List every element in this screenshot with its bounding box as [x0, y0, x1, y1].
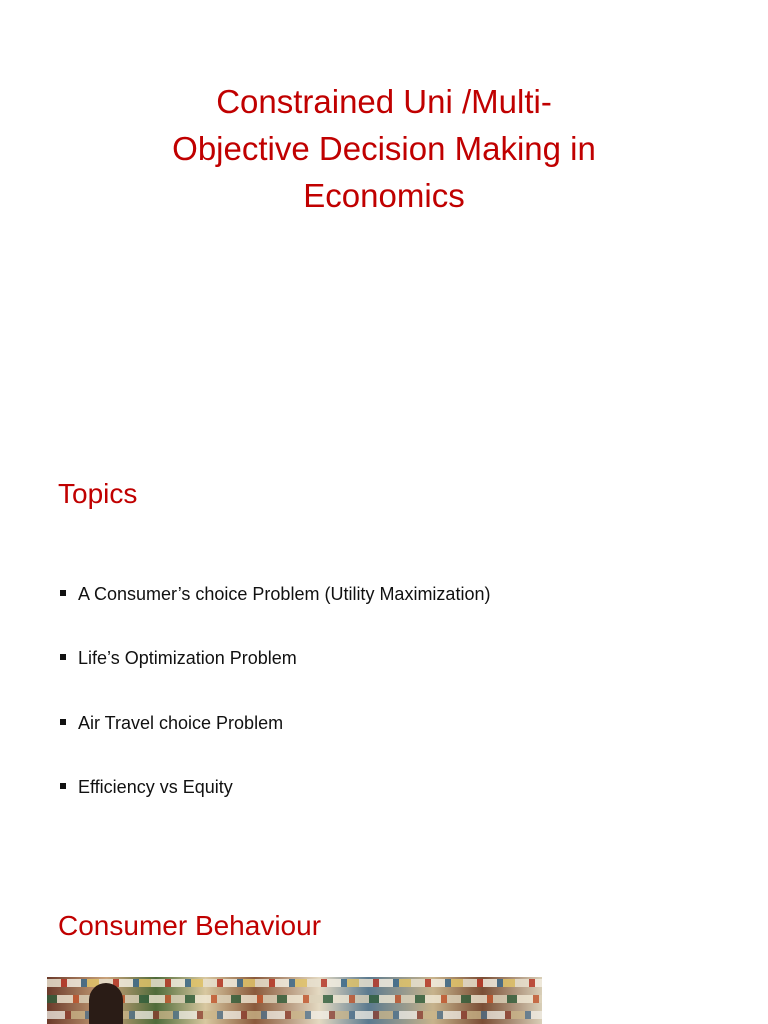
topic-item-efficiency-equity	[60, 775, 490, 839]
consumer-behaviour-heading: Consumer Behaviour	[58, 910, 322, 941]
slide-title	[90, 78, 678, 219]
square-bullet-icon	[60, 783, 66, 789]
square-bullet-icon	[60, 590, 66, 596]
shopper-head	[89, 983, 123, 1024]
topics-heading: Topics	[58, 478, 138, 509]
topic-item-label: A Consumer’s choice Problem (Utility Maximization)	[78, 584, 491, 604]
shelf-row	[47, 979, 542, 987]
topic-item-label: Air Travel choice Problem	[78, 712, 284, 733]
topic-item-label: Efficiency vs Equity	[78, 776, 233, 797]
slide-title-line-3: Economics	[303, 177, 465, 214]
slide-title-line-2: Objective Decision Making in	[172, 130, 596, 167]
topic-list	[60, 582, 490, 839]
topic-item-air-travel	[60, 711, 490, 775]
square-bullet-icon	[60, 719, 66, 725]
topic-item-label: Life’s Optimization Problem	[78, 648, 297, 669]
topic-item-life-optimization	[60, 646, 490, 710]
slide-title-line-1: Constrained Uni /Multi-	[216, 83, 552, 120]
supermarket-shopper-photo	[47, 977, 542, 1024]
topic-item-consumer-choice	[60, 582, 490, 646]
square-bullet-icon	[60, 654, 66, 660]
